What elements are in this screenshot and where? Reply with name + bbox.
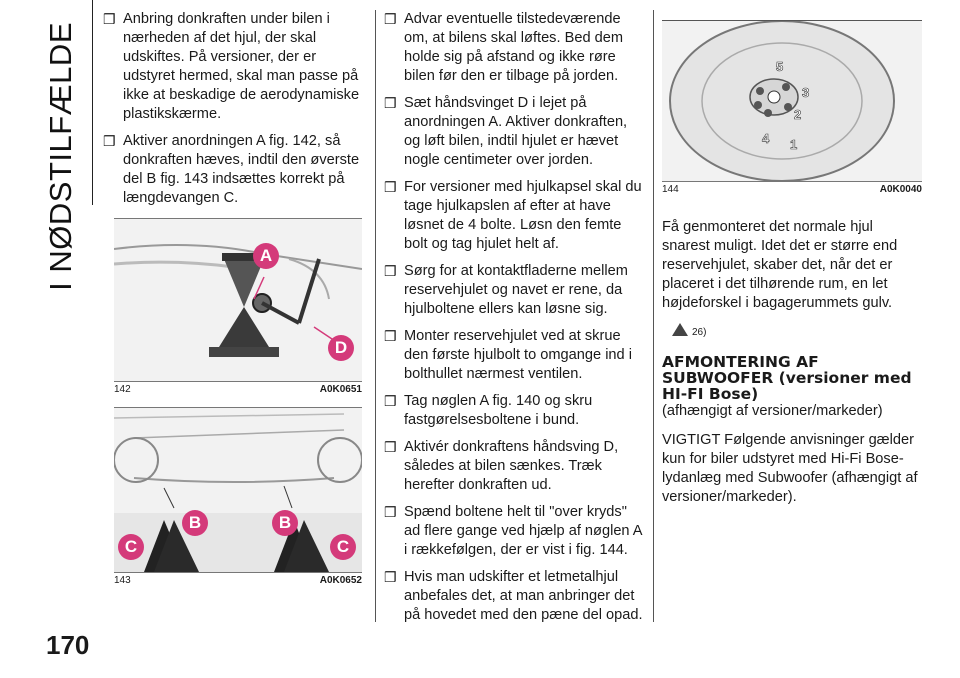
section-heading: AFMONTERING AF SUBWOOFER (versioner med HI-FI Bose): [662, 353, 912, 403]
figure-142-image: [114, 218, 362, 381]
figure-144-caption: [662, 181, 922, 195]
column-divider-2: [653, 10, 654, 622]
column-3: [662, 218, 922, 517]
page-number: 170: [46, 630, 90, 660]
warning-reference: [672, 323, 922, 342]
bolt-number-3: 3: [802, 85, 810, 100]
warning-ref-text: 26): [692, 327, 707, 338]
side-rule: [92, 0, 93, 205]
checkbox-bullet-icon: ❒: [384, 328, 397, 344]
figure-number: 143: [114, 575, 131, 586]
list-item: [384, 392, 646, 430]
list-item-text: Hvis man udskifter et letmetalhjul anbefales det, at man anbringer det på hovedet med den pæne del opad.: [404, 569, 643, 623]
paragraph-important: VIGTIGT Følgende anvisninger gælder kun for biler udstyret med Hi-Fi Bose-lydanlæg med Subwoofer (afhængigt af versioner/markeder).: [662, 432, 918, 505]
bolt-number-4: 4: [762, 131, 770, 146]
list-item: [384, 503, 646, 560]
list-item-text: Aktiver anordningen A fig. 142, så donkraften hæves, indtil den øverste del B fig. 143 indsættes korrekt på længdevangen C.: [123, 133, 360, 206]
wheel-bolt-sequence-illustration: [662, 21, 922, 181]
car-side-illustration: [114, 408, 362, 572]
paragraph-regular-wheel: Få genmonteret det normale hjul snarest muligt. Idet det er større end reservehjulet, skaber det, når det er placeret i det tilhørende rum, en let højdeforskel i bagagerummets gulv.: [662, 219, 898, 311]
list-item-text: Sæt håndsvinget D i lejet på anordningen A. Aktiver donkraften, og løft bilen, indtil hjulet er hævet nogle centimeter over jorden.: [404, 95, 628, 168]
jack-illustration: [114, 219, 362, 381]
label-d: D: [328, 335, 354, 361]
list-item: [103, 132, 365, 208]
figure-number: 144: [662, 184, 679, 195]
list-item-text: Tag nøglen A fig. 140 og skru fastgørelsesboltene i bund.: [404, 393, 593, 428]
chapter-title-text: I NØDSTILFÆLDE: [43, 22, 78, 291]
label-c-left: C: [118, 534, 144, 560]
column-1: [103, 10, 365, 216]
list-item-text: Advar eventuelle tilstedeværende om, at bilens skal løftes. Bed dem holde sig på afstand og ikke røre bilen før den er tilbage på jorden.: [404, 11, 623, 84]
checkbox-bullet-icon: ❒: [384, 439, 397, 455]
section-subheading: (afhængigt af versioner/markeder): [662, 403, 883, 419]
list-item: [384, 438, 646, 495]
figure-142: [114, 218, 362, 395]
figure-143-image: [114, 407, 362, 572]
figure-143: [114, 407, 362, 586]
checkbox-bullet-icon: ❒: [384, 393, 397, 409]
checkbox-bullet-icon: ❒: [384, 11, 397, 27]
label-b-left: B: [182, 510, 208, 536]
checkbox-bullet-icon: ❒: [384, 504, 397, 520]
bolt-number-2: 2: [794, 107, 802, 122]
figure-code: A0K0040: [879, 184, 922, 195]
list-item: [384, 94, 646, 170]
figure-144: [662, 20, 922, 195]
checkbox-bullet-icon: ❒: [384, 263, 397, 279]
list-item: [384, 178, 646, 254]
figure-143-caption: [114, 572, 362, 586]
list-item: [384, 568, 646, 625]
label-a: A: [253, 243, 279, 269]
list-item: [384, 262, 646, 319]
list-item-text: Aktivér donkraftens håndsving D, således at bilen sænkes. Træk herefter donkraften ud.: [404, 439, 619, 493]
checkbox-bullet-icon: ❒: [103, 11, 116, 27]
list-item-text: Anbring donkraften under bilen i nærheden af det hjul, der skal udskiftes. På versioner, der er udstyret hermed, skal man passe på ikke at beskadige de aerodynamiske plastikskærme.: [123, 11, 360, 122]
checkbox-bullet-icon: ❒: [384, 179, 397, 195]
bolt-number-5: 5: [776, 59, 784, 74]
label-c-right: C: [330, 534, 356, 560]
list-item-text: Sørg for at kontaktfladerne mellem reservehjulet og navet er rene, da hjulboltene ellers kan løsne sig.: [404, 263, 628, 317]
list-item: [384, 327, 646, 384]
figure-144-image: [662, 20, 922, 181]
list-item-text: Spænd boltene helt til "over kryds" ad flere gange ved hjælp af nøglen A i rækkefølgen, der er vist i fig. 144.: [404, 504, 642, 558]
figure-number: 142: [114, 384, 131, 395]
column-divider-1: [375, 10, 376, 622]
figure-code: A0K0651: [319, 384, 362, 395]
warning-triangle-icon: [672, 323, 688, 336]
checkbox-bullet-icon: ❒: [103, 133, 116, 149]
figure-142-caption: [114, 381, 362, 395]
list-item-text: For versioner med hjulkapsel skal du tage hjulkapslen af efter at have løsnet de 4 bolte. Løsn den femte bolt og tag hjulet helt af.: [404, 179, 642, 252]
list-item-text: Monter reservehjulet ved at skrue den første hjulbolt to omgange ind i bolthullet nærmest ventilen.: [404, 328, 632, 382]
bolt-number-1: 1: [790, 137, 798, 152]
list-item: [103, 10, 365, 124]
chapter-side-title: [38, 22, 84, 291]
column-2: [384, 10, 646, 633]
checkbox-bullet-icon: ❒: [384, 95, 397, 111]
figure-code: A0K0652: [319, 575, 362, 586]
list-item: [384, 10, 646, 86]
checkbox-bullet-icon: ❒: [384, 569, 397, 585]
label-b-right: B: [272, 510, 298, 536]
